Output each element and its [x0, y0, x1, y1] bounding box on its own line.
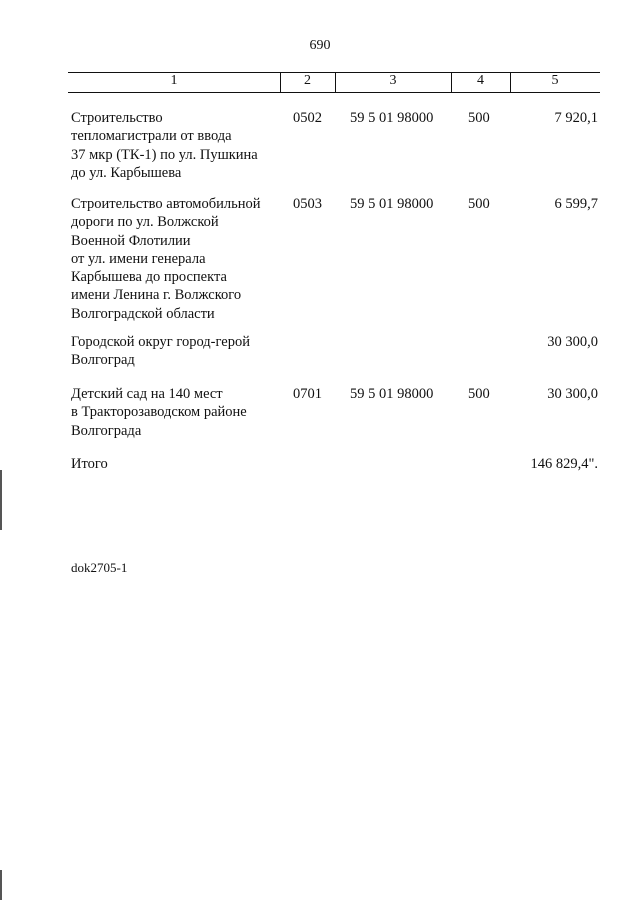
row-amount: 30 300,0	[547, 386, 598, 402]
header-bottom-rule	[68, 92, 600, 93]
row-name-line: Строительство автомобильной	[71, 196, 261, 212]
row-name	[71, 333, 276, 370]
row-amount: 146 829,4".	[530, 456, 598, 472]
row-name	[71, 385, 276, 440]
row-section: 0503	[293, 196, 322, 212]
scan-margin-mark	[0, 870, 2, 900]
row-name	[71, 455, 276, 473]
row-name	[71, 109, 276, 182]
row-name-line: Городской округ город-герой	[71, 334, 250, 350]
header-col-1: 1	[170, 73, 178, 88]
row-name-line: Волгограда	[71, 422, 142, 439]
row-type: 500	[468, 196, 490, 212]
row-target: 59 5 01 98000	[350, 386, 434, 402]
row-name-line: Строительство	[71, 110, 163, 126]
row-target: 59 5 01 98000	[350, 196, 434, 212]
row-name-line: Военной Флотилии	[71, 232, 191, 249]
row-amount: 30 300,0	[547, 334, 598, 350]
row-name-line: тепломагистрали от ввода	[71, 128, 232, 145]
row-name-line: дороги по ул. Волжской	[71, 214, 219, 231]
row-name-line: Волгоградской области	[71, 305, 215, 322]
scan-margin-mark	[0, 470, 2, 530]
row-name	[71, 195, 276, 323]
header-col-5: 5	[551, 73, 559, 88]
row-amount: 7 920,1	[554, 110, 598, 126]
document-code: dok2705-1	[71, 560, 128, 575]
row-name-line: имени Ленина г. Волжского	[71, 287, 242, 304]
row-name-line: до ул. Карбышева	[71, 164, 182, 181]
row-name-line: от ул. имени генерала	[71, 250, 206, 267]
row-amount: 6 599,7	[554, 196, 598, 212]
row-name-line: Итого	[71, 456, 108, 472]
header-col-3: 3	[389, 73, 397, 88]
row-name-line: 37 мкр (ТК-1) по ул. Пушкина	[71, 146, 258, 163]
row-section: 0701	[293, 386, 322, 402]
row-type: 500	[468, 110, 490, 126]
row-type: 500	[468, 386, 490, 402]
page-number: 690	[309, 38, 331, 53]
row-name-line: Карбышева до проспекта	[71, 269, 227, 286]
row-target: 59 5 01 98000	[350, 110, 434, 126]
row-section: 0502	[293, 110, 322, 126]
table-header	[68, 72, 600, 92]
row-name-line: Волгоград	[71, 352, 135, 369]
row-name-line: Детский сад на 140 мест	[71, 386, 223, 402]
header-col-2: 2	[304, 73, 311, 88]
row-name-line: в Тракторозаводском районе	[71, 404, 247, 421]
header-col-4: 4	[477, 73, 484, 88]
